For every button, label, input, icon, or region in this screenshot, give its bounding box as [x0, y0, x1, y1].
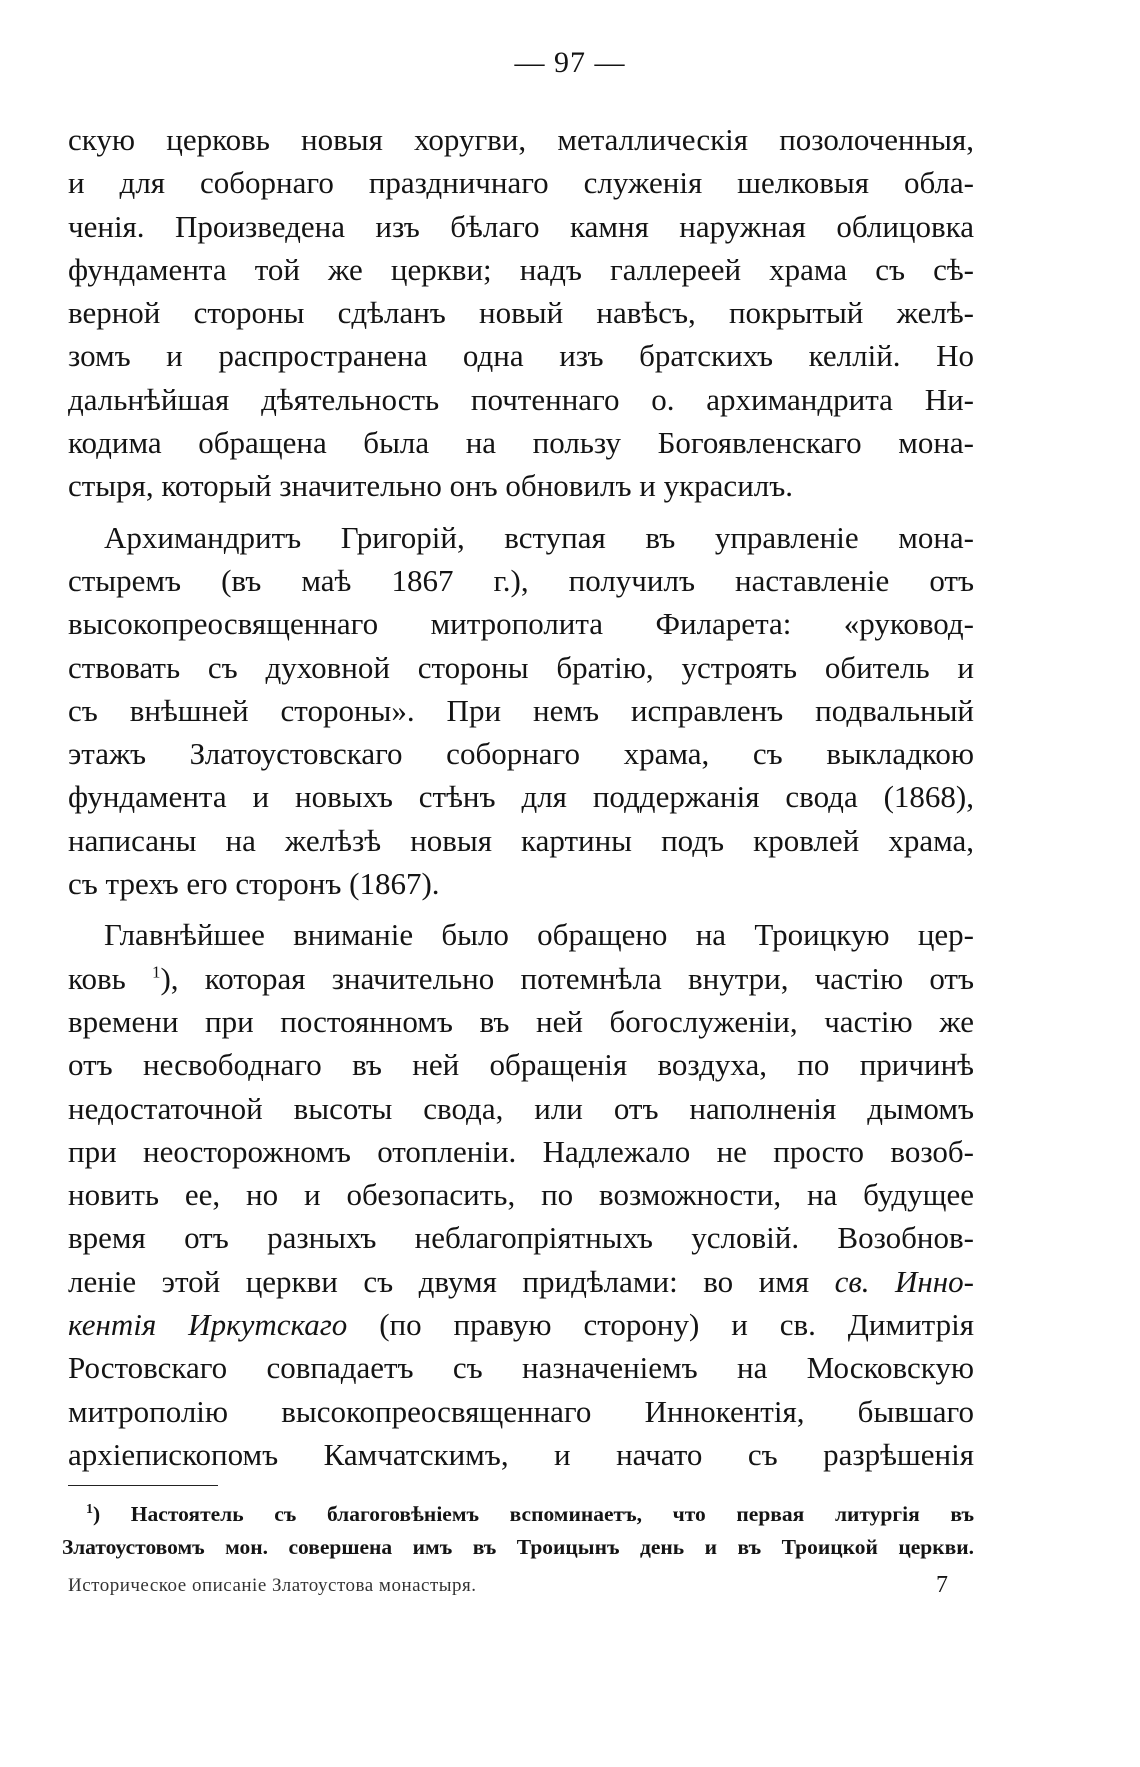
text-line: недостаточной высоты свода, или отъ наполненія дымомъ	[68, 1090, 974, 1126]
text-fragment: (по правую сторону) и св. Димитрія	[347, 1307, 974, 1343]
italic-fragment: св. Инно-	[834, 1263, 974, 1299]
text-line: ченія. Произведена изъ бѣлаго камня наружная облицовка	[68, 208, 974, 244]
text-fragment: леніе этой церкви съ двумя придѣлами: во имя	[68, 1263, 835, 1299]
text-line: ствовать съ духовной стороны братію, устроять обитель и	[68, 649, 974, 685]
text-line: фундамента и новыхъ стѣнъ для поддержанія свода (1868),	[68, 779, 974, 815]
text-line: Главнѣйшее вниманіе было обращено на Троицкую цер-	[104, 917, 974, 953]
text-line: этажъ Златоустовскаго соборнаго храма, съ выкладкою	[68, 736, 974, 772]
text-line	[68, 957, 974, 1000]
text-line: фундамента той же церкви; надъ галлереей храма съ сѣ-	[68, 251, 974, 287]
text-line: и для соборнаго праздничнаго служенія шелковыя обла-	[68, 165, 974, 201]
italic-fragment: кентія Иркутскаго	[68, 1307, 348, 1343]
text-line: кодима обращена была на пользу Богоявленскаго мона-	[68, 425, 974, 461]
text-line: зомъ и распространена одна изъ братскихъ келлій. Но	[68, 338, 974, 374]
text-line: новить ее, но и обезопасить, по возможности, на будущее	[68, 1177, 974, 1213]
footnote-line: Златоустовомъ мон. совершена имъ въ Троицынъ день и въ Троицкой церкви.	[62, 1535, 974, 1559]
footnote	[62, 1498, 974, 1564]
text-line: скую церковь новыя хоругви, металлическія позолоченныя,	[68, 122, 974, 157]
text-line: съ трехъ его сторонъ (1867).	[68, 866, 440, 902]
text-line: архіепископомъ Камчатскимъ, и начато съ разрѣшенія	[68, 1436, 974, 1472]
text-line	[68, 1303, 974, 1346]
text-line: дальнѣйшая дѣятельность почтеннаго о. архимандрита Ни-	[68, 381, 974, 417]
text-fragment: ), которая значительно потемнѣла внутри, частію отъ	[160, 960, 974, 996]
text-line: время отъ разныхъ неблагопріятныхъ условій. Возобнов-	[68, 1220, 974, 1256]
text-line: отъ несвободнаго въ ней обращенія воздуха, по причинѣ	[68, 1047, 974, 1083]
signature-title: Историческое описаніе Златоустова монастыря.	[68, 1575, 477, 1596]
page-number: — 97 —	[514, 46, 626, 79]
footnote-divider	[68, 1485, 218, 1486]
text-line: при неосторожномъ отопленіи. Надлежало не просто возоб-	[68, 1133, 974, 1169]
text-line: времени при постоянномъ въ ней богослуженіи, частію же	[68, 1003, 974, 1039]
text-line: съ внѣшней стороны». При немъ исправленъ подвальный	[68, 692, 974, 728]
text-line: стыремъ (въ маѣ 1867 г.), получилъ наставленіе отъ	[68, 562, 974, 598]
footnote-text: ) Настоятель съ благоговѣніемъ вспоминаетъ, что первая литургія въ	[93, 1502, 974, 1526]
footnote-marker: 1	[86, 1501, 93, 1517]
text-line: митрополію высокопреосвященнаго Иннокентія, бывшаго	[68, 1393, 974, 1429]
text-fragment: ковь	[68, 960, 126, 996]
text-line: верной стороны сдѣланъ новый навѣсъ, покрытый желѣ-	[68, 295, 974, 331]
text-line: высокопреосвященнаго митрополита Филарета: «руковод-	[68, 606, 974, 642]
text-line: Архимандритъ Григорій, вступая въ управленіе мона-	[104, 519, 974, 555]
main-text	[68, 118, 974, 1476]
footnote-reference: 1	[151, 962, 161, 982]
footnote-line	[62, 1498, 974, 1531]
text-line: написаны на желѣзѣ новыя картины подъ кровлей храма,	[68, 822, 974, 858]
signature-number: 7	[936, 1572, 948, 1598]
text-line: Ростовскаго совпадаетъ съ назначеніемъ на Московскую	[68, 1350, 974, 1386]
text-line: стыря, который значительно онъ обновилъ и украсилъ.	[68, 468, 794, 504]
text-line	[68, 1260, 974, 1303]
